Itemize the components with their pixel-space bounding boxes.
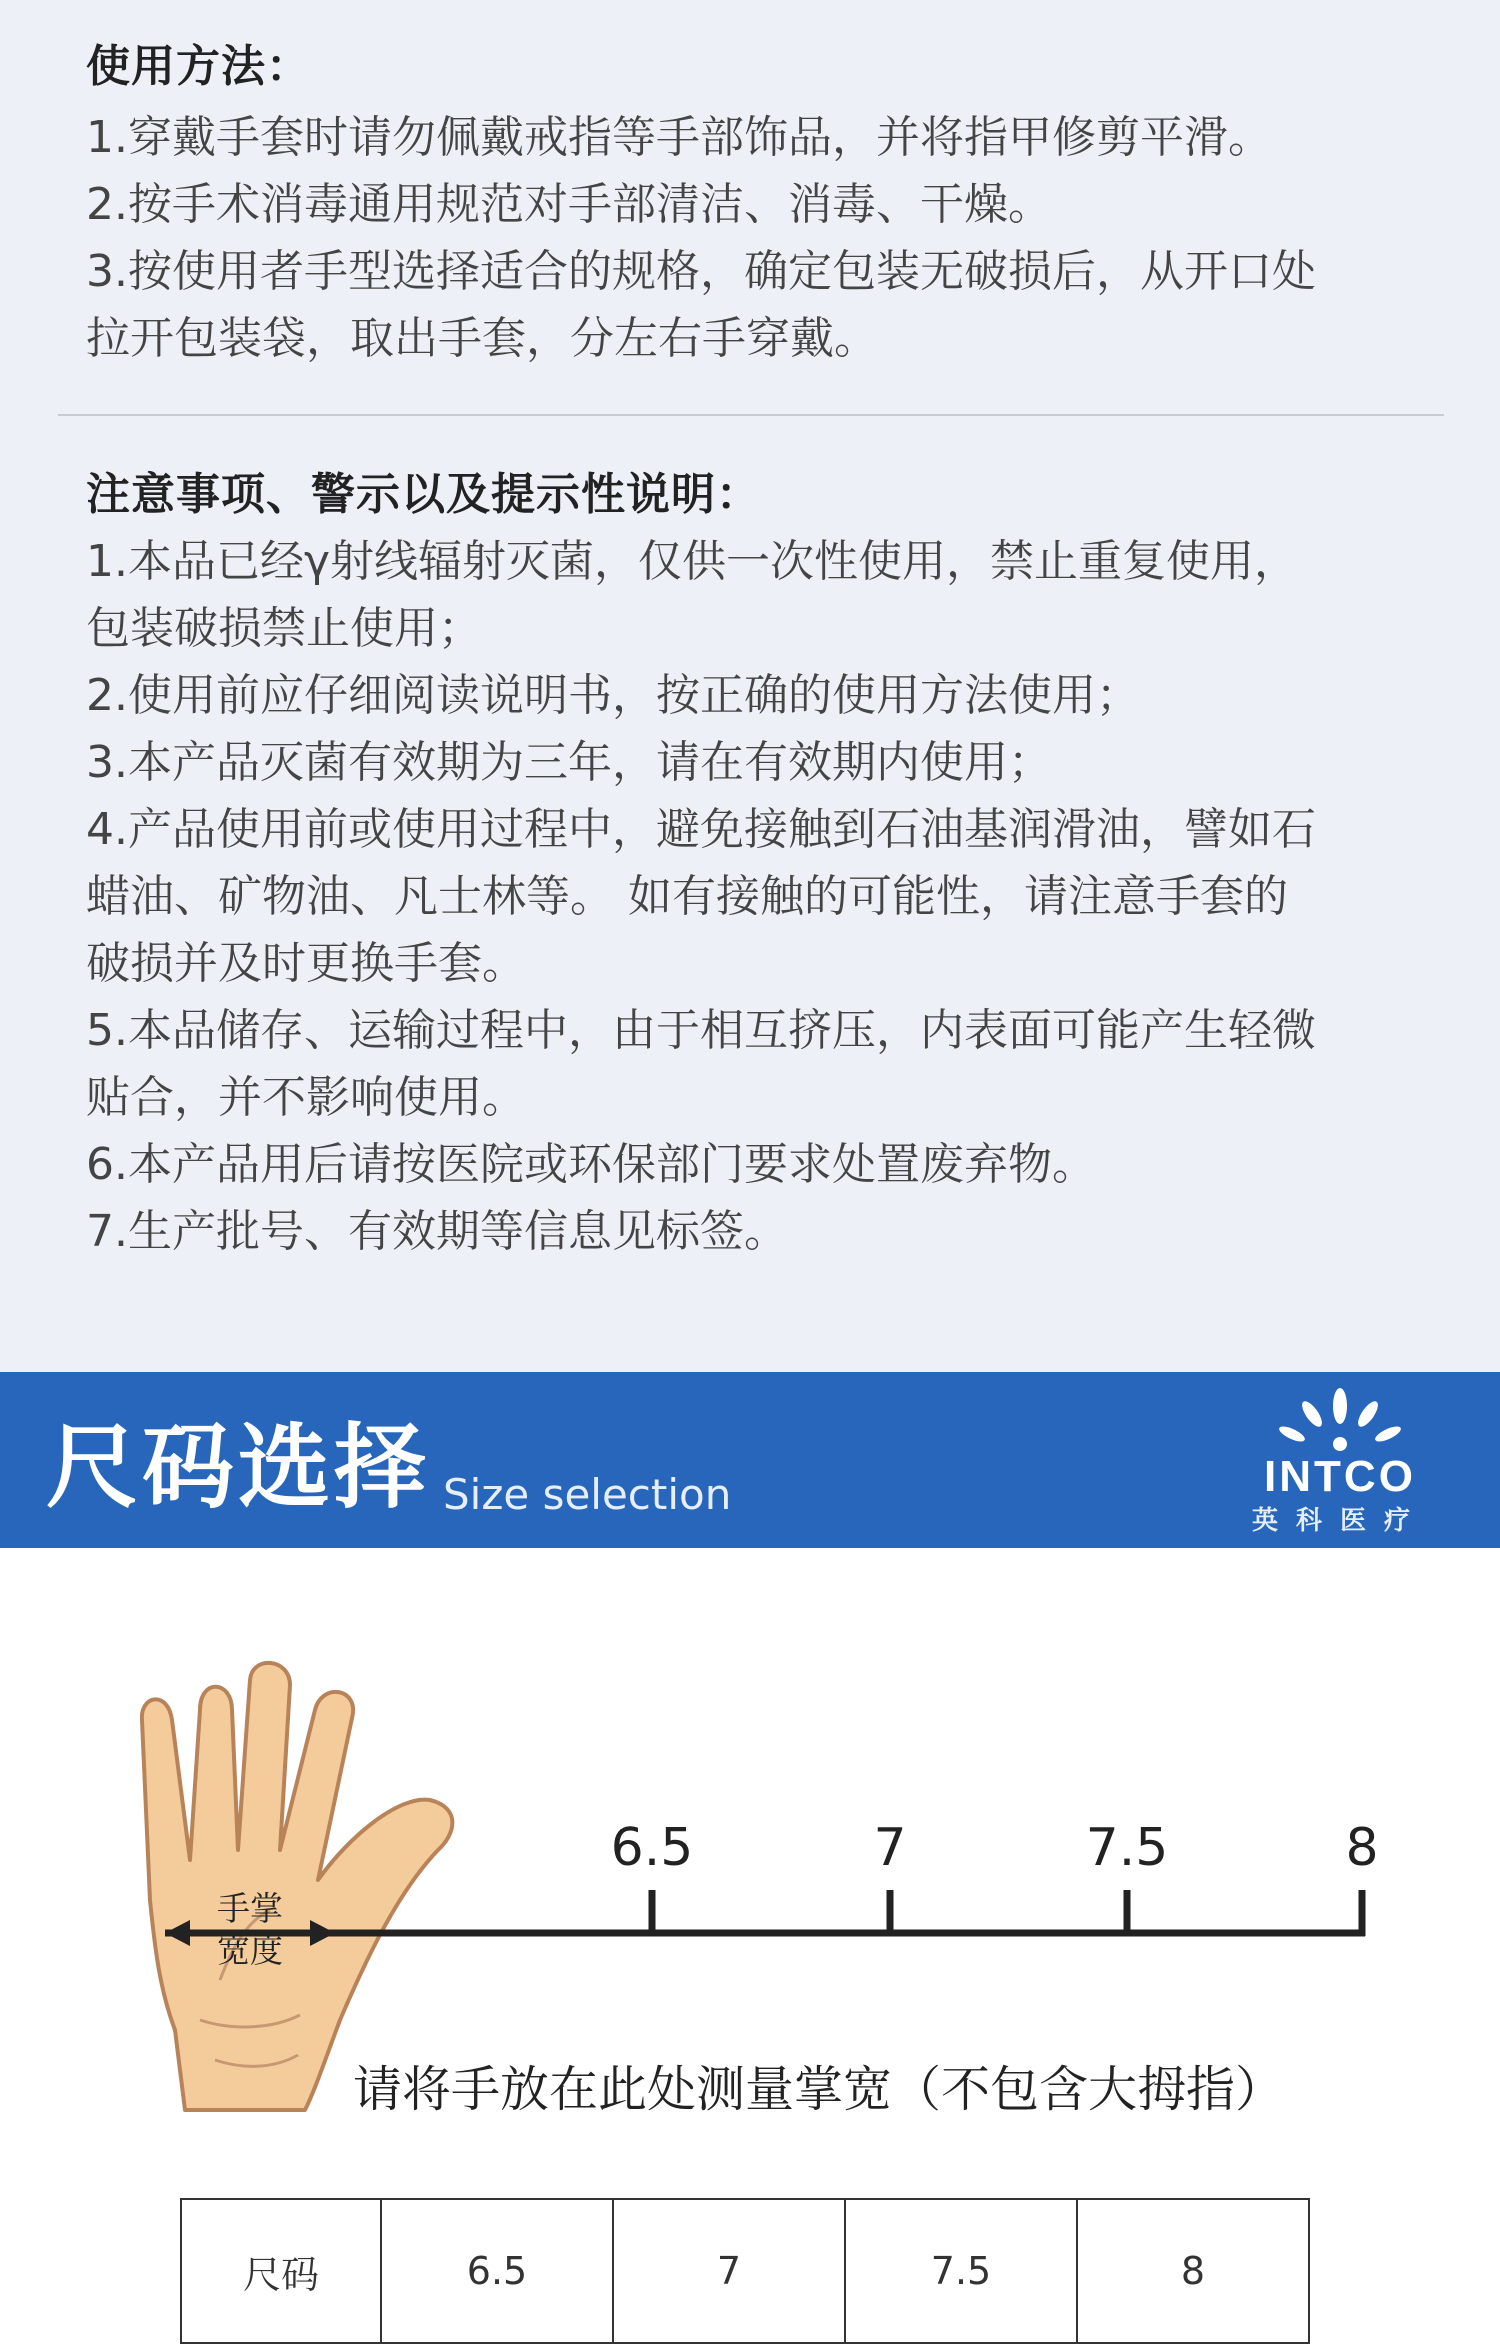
notes-line: 蜡油、矿物油、凡士林等。 如有接触的可能性，请注意手套的 [86,871,1288,922]
hand-width-label: 宽度 [217,1931,283,1970]
measure-instruction: 请将手放在此处测量掌宽（不包含大拇指） [353,2061,1285,2118]
section-divider [58,414,1444,416]
notes-line: 2.使用前应仔细阅读说明书，按正确的使用方法使用； [86,670,1140,721]
table-cell: 7.5 [845,2199,1077,2343]
usage-heading: 使用方法： [86,41,311,92]
size-table [180,2198,1310,2344]
usage-line: 1.穿戴手套时请勿佩戴戒指等手部饰品，并将指甲修剪平滑。 [86,112,1272,163]
notes-line: 3.本产品灭菌有效期为三年，请在有效期内使用； [86,737,1052,788]
ruler-tick-label: 6.5 [610,1818,694,1878]
usage-text [86,104,1446,372]
logo-text: INTCO [1264,1452,1416,1501]
table-header-cell: 尺码 [181,2199,381,2343]
usage-line: 3.按使用者手型选择适合的规格，确定包装无破损后，从开口处 [86,246,1316,297]
notes-line: 1.本品已经γ射线辐射灭菌，仅供一次性使用，禁止重复使用， [86,536,1299,587]
notes-line: 6.本产品用后请按医院或环保部门要求处置废弃物。 [86,1139,1096,1190]
usage-line: 拉开包装袋，取出手套，分左右手穿戴。 [86,313,878,364]
notes-line: 贴合，并不影响使用。 [86,1072,526,1123]
table-cell: 8 [1077,2199,1309,2343]
notes-text [86,528,1446,1265]
ruler-tick-label: 7 [873,1818,907,1878]
measurement-diagram [0,1560,1500,2140]
notes-line: 7.生产批号、有效期等信息见标签。 [86,1206,788,1257]
notes-line: 4.产品使用前或使用过程中，避免接触到石油基润滑油，譬如石 [86,804,1316,855]
banner-title-en: Size selection [443,1470,732,1519]
notes-line: 5.本品储存、运输过程中，由于相互挤压，内表面可能产生轻微 [86,1005,1316,1056]
banner-title-cn: 尺码选择 [46,1414,431,1521]
ruler-tick-label: 7.5 [1085,1818,1169,1878]
notes-heading: 注意事项、警示以及提示性说明： [86,469,761,520]
table-row [181,2199,1309,2343]
notes-line: 破损并及时更换手套。 [86,938,526,989]
notes-line: 包装破损禁止使用； [86,603,482,654]
table-cell: 7 [613,2199,845,2343]
table-cell: 6.5 [381,2199,613,2343]
logo-subtitle: 英科医疗 [1251,1506,1428,1536]
ruler-tick-label: 8 [1345,1818,1379,1878]
hand-illustration-icon [142,1663,452,2110]
hand-width-label: 手掌 [217,1889,283,1928]
usage-line: 2.按手术消毒通用规范对手部清洁、消毒、干燥。 [86,179,1052,230]
